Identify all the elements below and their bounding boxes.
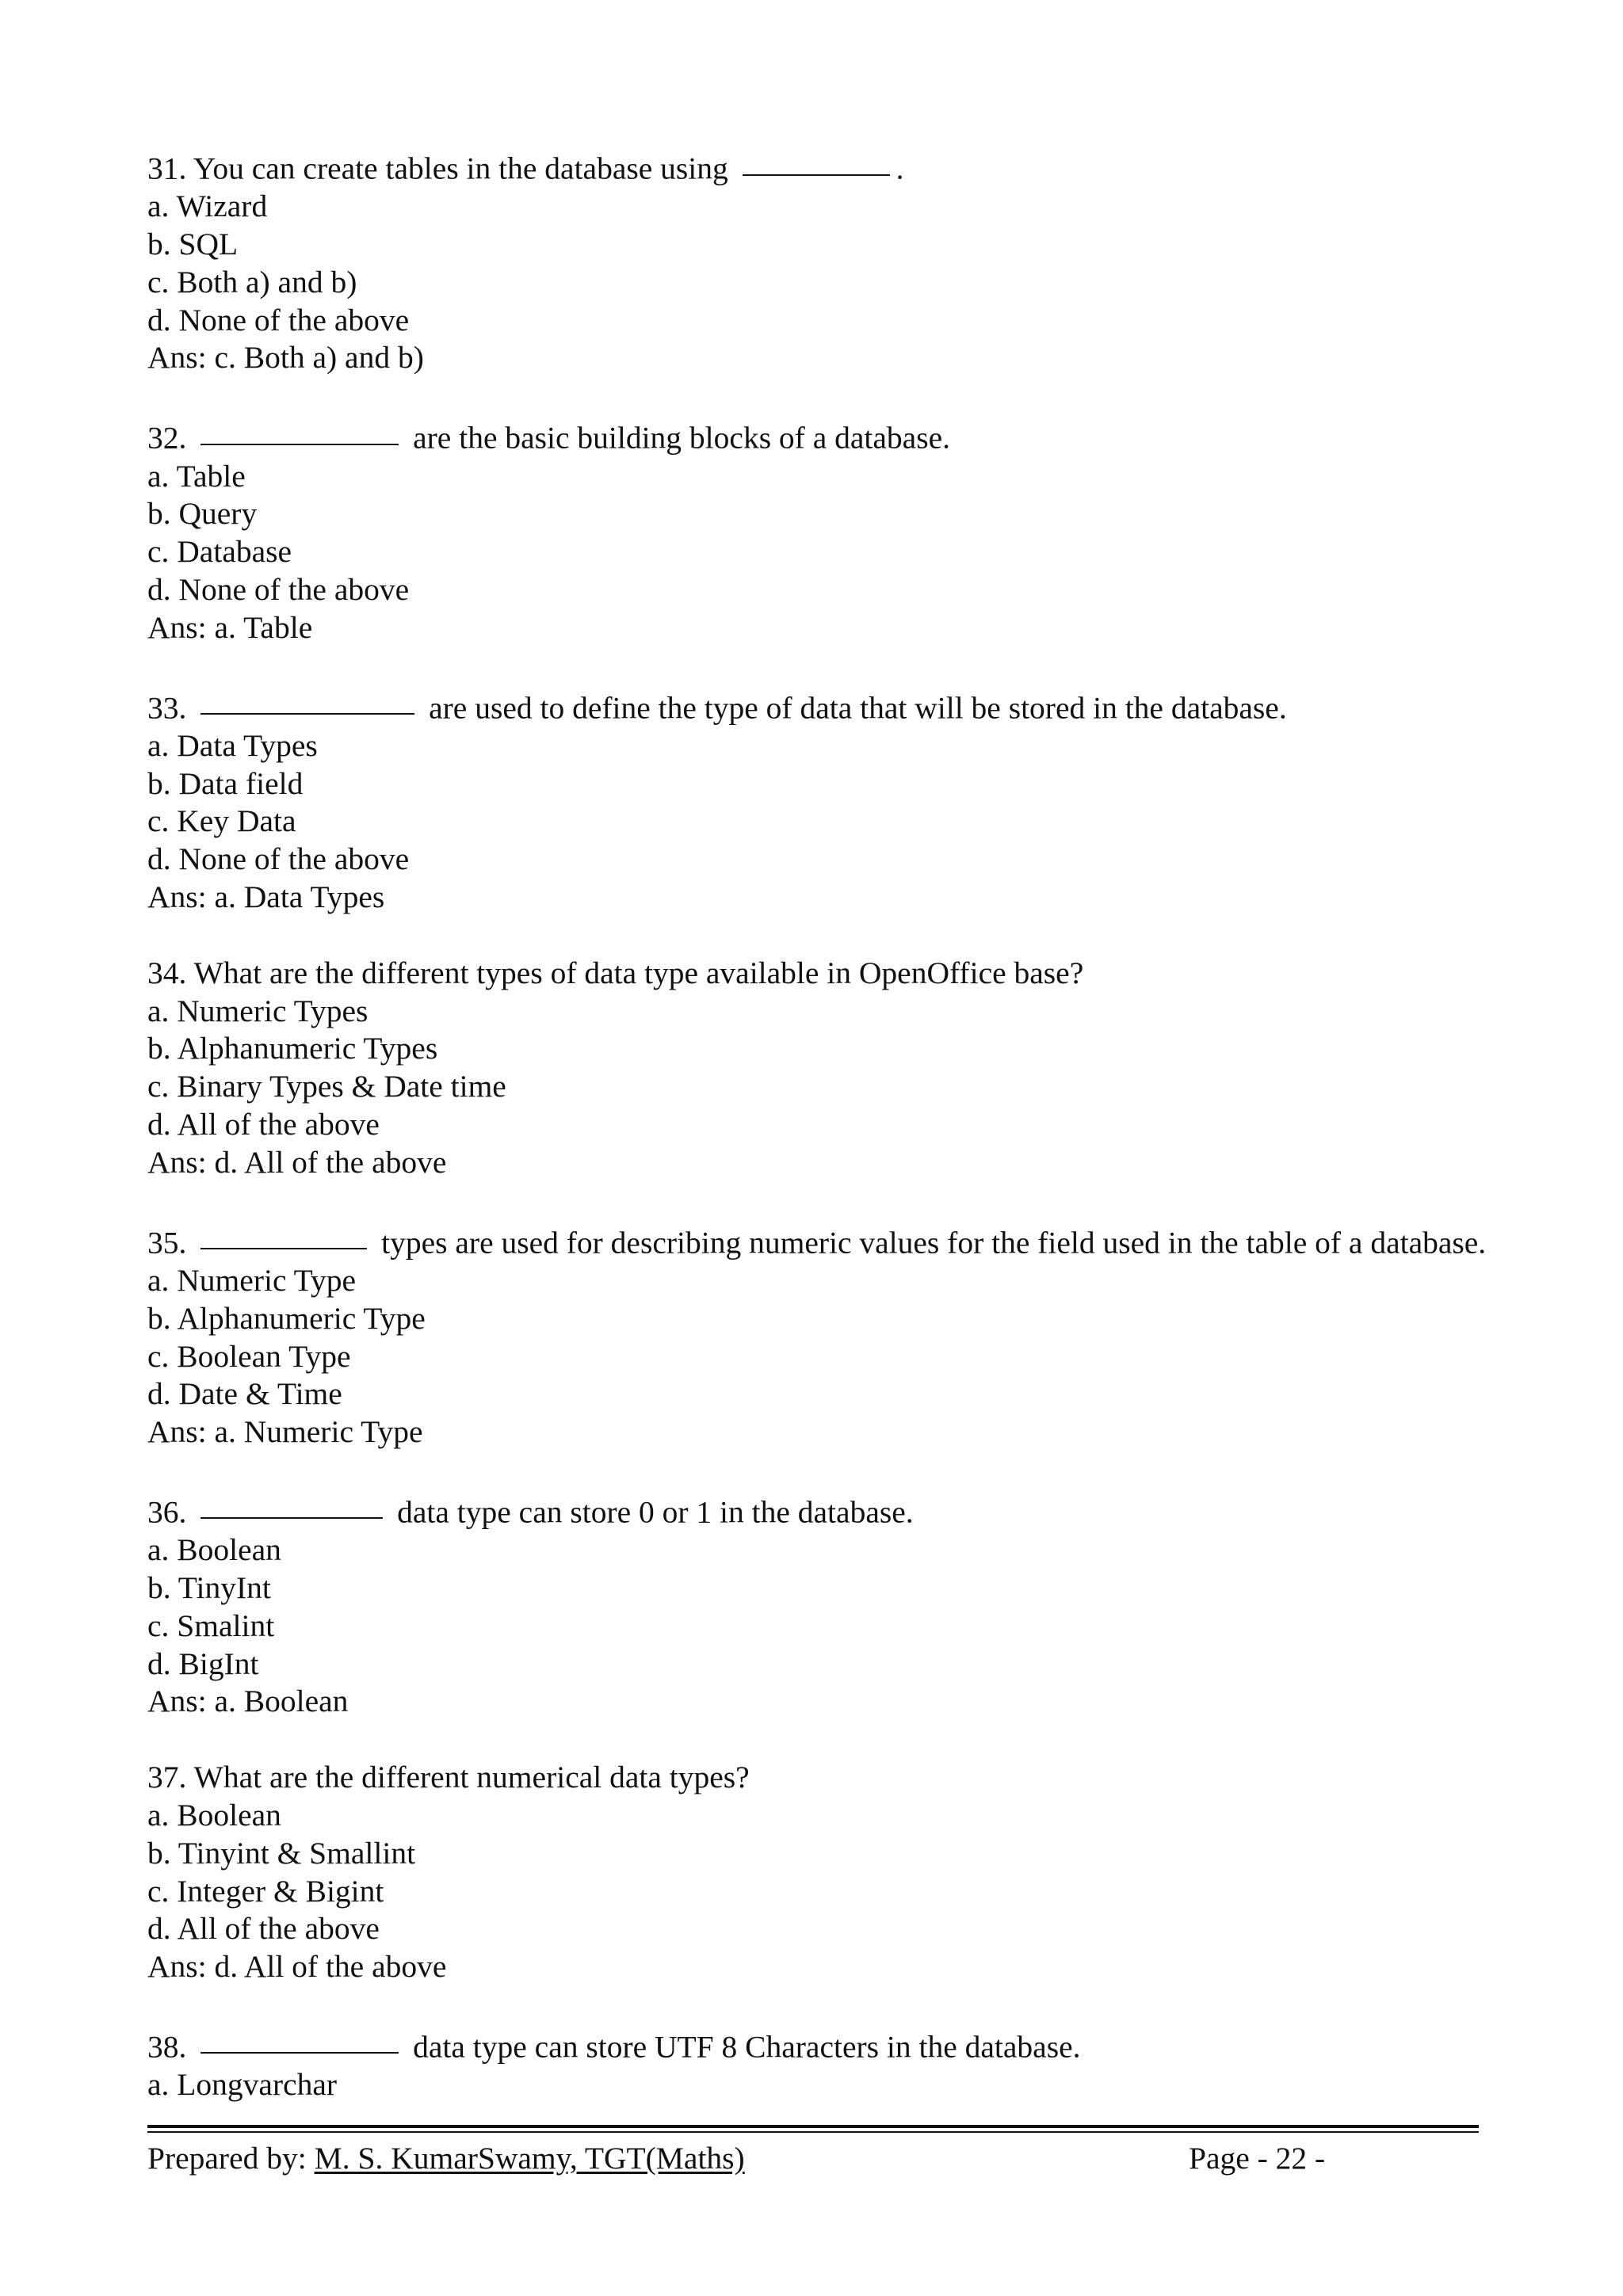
answer-option: c. Smalint — [147, 1608, 275, 1643]
answer-key: Ans: d. All of the above — [147, 1949, 447, 1985]
answer-option: b. Data field — [147, 765, 304, 801]
question-text-part: . — [896, 151, 904, 186]
question-text-part: 31. You can create tables in the database using — [147, 151, 736, 186]
question-text — [147, 146, 1496, 188]
question-block — [147, 1489, 1496, 1721]
answer-key: Ans: d. All of the above — [147, 1144, 447, 1180]
answer-option: a. Data Types — [147, 727, 318, 763]
answer-blank — [200, 1486, 383, 1520]
answer-key: Ans: a. Table — [147, 609, 313, 645]
answer-blank — [200, 2021, 399, 2054]
answer-option: c. Both a) and b) — [147, 264, 357, 299]
question-block — [147, 1220, 1496, 1451]
question-text-part: data type can store 0 or 1 in the database. — [389, 1494, 914, 1530]
question-text — [147, 1759, 1496, 1797]
answer-option: c. Integer & Bigint — [147, 1873, 384, 1909]
footer-page-number: Page - 22 - — [1189, 2141, 1326, 2176]
answer-option: c. Database — [147, 534, 292, 570]
question-text-part: types are used for describing numeric values for the field used in the table of a database. — [373, 1225, 1487, 1261]
question-text-part: 37. What are the different numerical data types? — [147, 1760, 750, 1795]
question-list — [147, 146, 1496, 2142]
question-text-part: 36. — [147, 1494, 195, 1530]
answer-option: b. Alphanumeric Type — [147, 1300, 426, 1336]
question-text-part: 38. — [147, 2029, 195, 2065]
question-block — [147, 685, 1496, 917]
answer-option: c. Boolean Type — [147, 1338, 351, 1374]
question-text-part: 32. — [147, 420, 195, 456]
answer-option: d. None of the above — [147, 571, 410, 607]
question-text-part: 33. — [147, 690, 195, 726]
question-text-part: data type can store UTF 8 Characters in the database. — [405, 2029, 1081, 2065]
answer-option: c. Binary Types & Date time — [147, 1069, 506, 1104]
question-text-part: 35. — [147, 1225, 195, 1261]
answer-option: d. All of the above — [147, 1911, 380, 1947]
question-text — [147, 955, 1496, 993]
question-text-part: 34. What are the different types of data type available in OpenOffice base? — [147, 955, 1084, 990]
answer-option: b. Tinyint & Smallint — [147, 1835, 416, 1871]
answer-option: d. BigInt — [147, 1646, 259, 1681]
answer-key: Ans: a. Numeric Type — [147, 1414, 423, 1450]
answer-option: c. Key Data — [147, 803, 296, 839]
footer-author: M. S. KumarSwamy, TGT(Maths) — [314, 2141, 745, 2176]
question-text — [147, 1489, 1496, 1531]
question-text-part: are used to define the type of data that will be stored in the database. — [421, 690, 1287, 726]
question-block — [147, 2024, 1496, 2104]
question-text — [147, 415, 1496, 457]
question-text — [147, 1220, 1496, 1262]
answer-blank — [200, 682, 414, 715]
question-text — [147, 685, 1496, 727]
question-block — [147, 955, 1496, 1182]
answer-option: a. Numeric Types — [147, 993, 369, 1028]
answer-blank — [200, 1217, 367, 1250]
question-text-part: are the basic building blocks of a database. — [405, 420, 950, 456]
page-footer — [147, 2139, 1479, 2177]
answer-key: Ans: a. Data Types — [147, 879, 385, 915]
question-block — [147, 415, 1496, 646]
answer-option: a. Numeric Type — [147, 1262, 357, 1298]
answer-key: Ans: a. Boolean — [147, 1684, 349, 1719]
answer-option: b. SQL — [147, 227, 239, 262]
answer-option: a. Longvarchar — [147, 2067, 338, 2103]
question-block — [147, 146, 1496, 377]
answer-blank — [743, 143, 890, 176]
answer-option: b. Query — [147, 496, 258, 532]
answer-blank — [200, 412, 399, 445]
answer-option: a. Wizard — [147, 189, 268, 224]
answer-option: a. Table — [147, 458, 246, 494]
question-block — [147, 1759, 1496, 1986]
answer-option: d. None of the above — [147, 302, 410, 338]
answer-option: a. Boolean — [147, 1532, 281, 1568]
question-text — [147, 2024, 1496, 2066]
footer-rule — [147, 2125, 1479, 2133]
answer-key: Ans: c. Both a) and b) — [147, 340, 424, 376]
answer-option: b. TinyInt — [147, 1570, 271, 1605]
footer-prepared-label: Prepared by: — [147, 2141, 315, 2176]
answer-option: d. Date & Time — [147, 1376, 342, 1412]
answer-option: b. Alphanumeric Types — [147, 1031, 438, 1066]
answer-option: a. Boolean — [147, 1797, 281, 1833]
answer-option: d. All of the above — [147, 1107, 380, 1142]
answer-option: d. None of the above — [147, 841, 410, 877]
